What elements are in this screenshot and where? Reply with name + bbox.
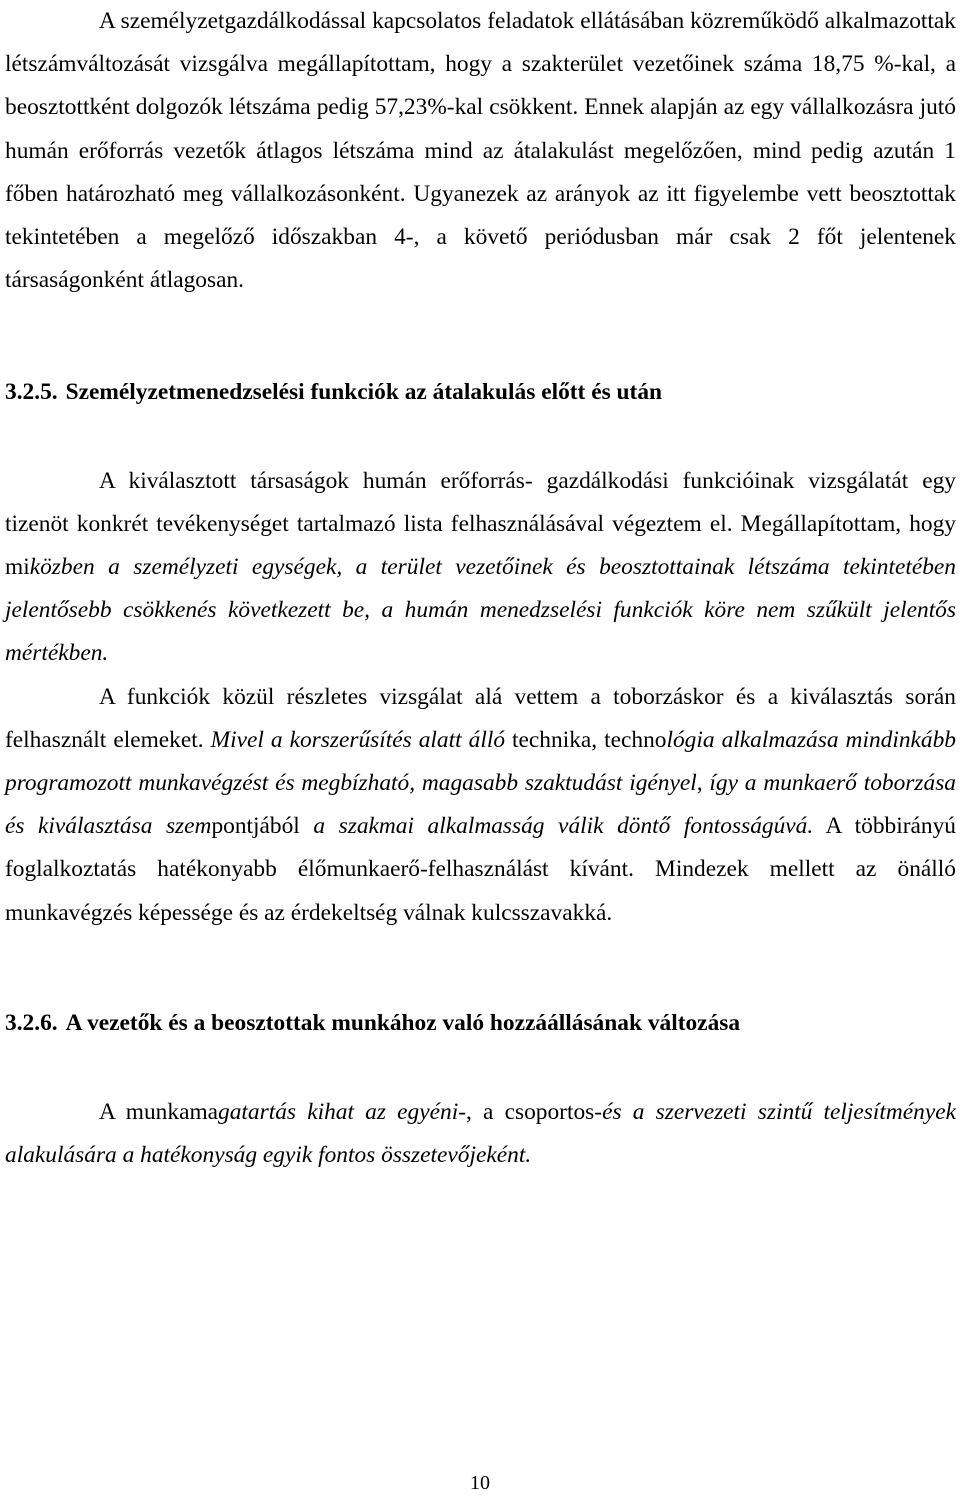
section-title: Személyzetmenedzselési funkciók az átalakulás előtt és után xyxy=(65,379,663,406)
paragraph-2-plain: A kiválasztott társaságok humán erőforrás- gazdálkodási funkcióinak vizsgálatát egy tizenöt konkrét tevékenységet tartalmazó lista felhasználásával végeztem el. Megállapítottam, hogy mi xyxy=(5,467,956,581)
paragraph-3-italic-1: Mivel a korszerűsítés alatt álló xyxy=(210,726,506,753)
section-heading-3-2-6 xyxy=(5,1002,956,1045)
paragraph-3-plain-1: A funkciók közül részletes vizsgálat alá vettem a toborzáskor és a kiválasztás során felhasznált elemeket. xyxy=(5,683,956,753)
section-heading-3-2-5 xyxy=(5,371,956,414)
paragraph-3-plain-4: A többirányú foglalkoztatás hatékonyabb élőmunkaerő-felhasználást kívánt. Mindezek mellett az önálló munkavégzés képessége és az érdekeltség válnak kulcsszavakká. xyxy=(5,813,956,926)
paragraph-4-italic-2: és a szervezeti szintű teljesítmények alakulására a hatékonyság egyik fontos összetevőjeként. xyxy=(5,1099,957,1169)
section-number: 3.2.6. xyxy=(5,1009,58,1036)
page-number: 10 xyxy=(470,1472,490,1494)
paragraph-work-attitude xyxy=(5,1091,956,1177)
paragraph-hr-functions xyxy=(5,460,956,676)
section-number: 3.2.5. xyxy=(5,379,58,406)
document-page xyxy=(5,0,956,1177)
section-spacer xyxy=(5,302,956,371)
paragraph-3-plain-2: technika, techno xyxy=(505,726,667,753)
section-spacer xyxy=(5,415,956,460)
paragraph-4-italic-1: gatartás kihat az egyéni xyxy=(218,1099,459,1126)
paragraph-recruitment xyxy=(5,676,956,935)
section-spacer xyxy=(5,935,956,1002)
paragraph-3-italic-2: lógia alkalmazása mindinkább programozott munkavégzést és megbízható, magasabb szaktudást igényel, így a munkaerő toborzása és kiválasztása szem xyxy=(5,726,956,840)
paragraph-staffing-changes xyxy=(5,0,956,302)
paragraph-2-italic: közben a személyzeti egységek, a terület vezetőinek és beosztottainak létszáma tekintetében jelentősebb csökkenés következett be, a humán menedzselési funkciók köre nem szűkült jelentős mértékben. xyxy=(5,554,956,667)
paragraph-3-plain-3: pontjából xyxy=(211,813,314,840)
section-spacer xyxy=(5,1045,956,1091)
paragraph-4-plain-1: A munkama xyxy=(99,1099,219,1126)
paragraph-4-plain-2: -, a csoportos- xyxy=(458,1099,603,1126)
section-title: A vezetők és a beosztottak munkához való hozzáállásának változása xyxy=(65,1009,741,1036)
paragraph-1-text: A személyzetgazdálkodással kapcsolatos feladatok ellátásában közreműködő alkalmazottak létszámváltozását vizsgálva megállapítottam, hogy a szakterület vezetőinek száma 18,75 %-kal, a beosztottként dolgozók létszáma pedig 57,23%-kal csökkent. Ennek alapján az egy vállalkozásra jutó humán erőforrás vezetők átlagos létszáma mind az átalakulást megelőzően, mind pedig azután 1 főben határozható meg vállalkozásonként. Ugyanezek az arányok az itt figyelembe vett beosztottak tekintetében a megelőző időszakban 4-, a követő periódusban már csak 2 főt jelentenek társaságonként átlagosan. xyxy=(5,8,956,294)
paragraph-3-italic-3: a szakmai alkalmasság válik döntő fontosságúvá. xyxy=(313,813,814,840)
